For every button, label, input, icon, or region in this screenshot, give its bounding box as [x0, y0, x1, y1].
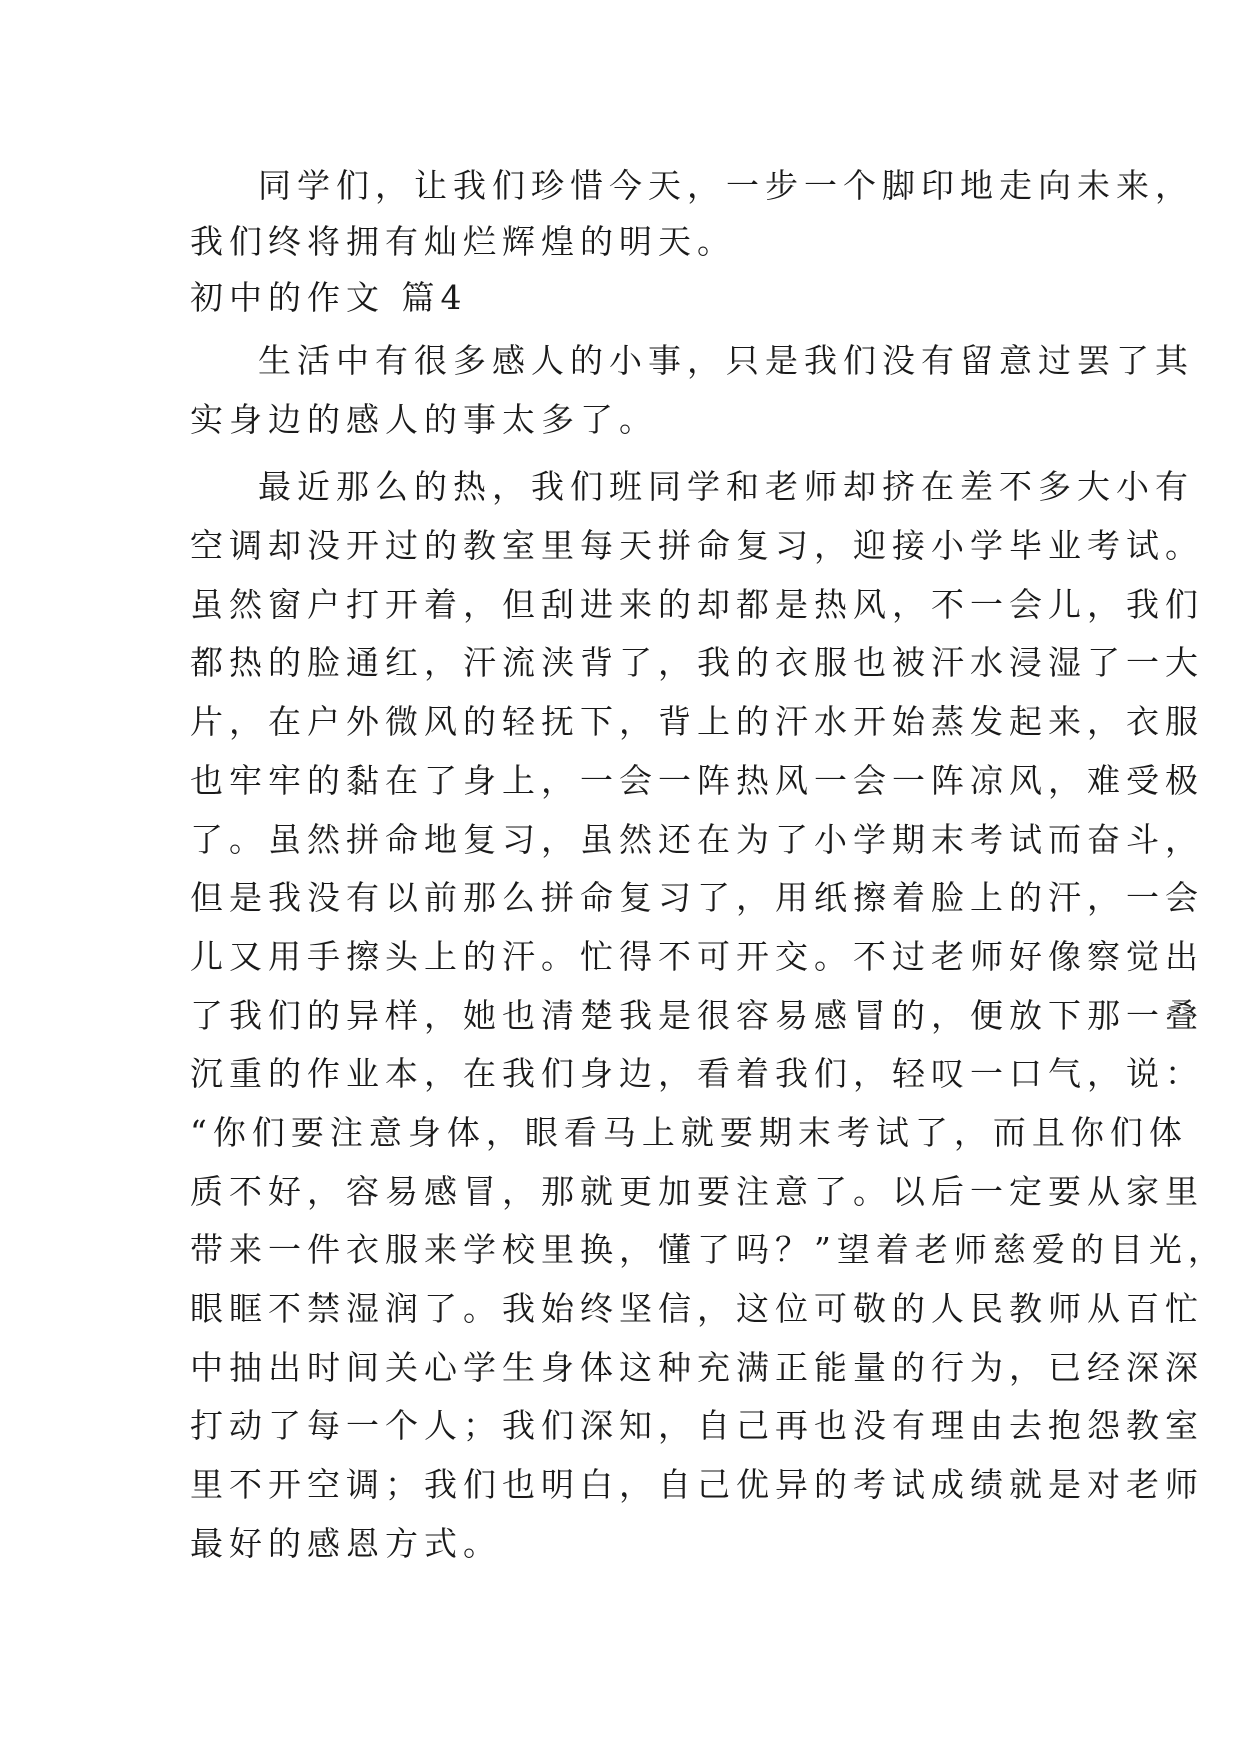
text-line: 最好的感恩方式。 — [190, 1524, 502, 1563]
text-line: 实身边的感人的事太多了。 — [190, 400, 658, 439]
text-line: 同学们，让我们珍惜今天，一步一个脚印地走向未来， — [258, 166, 1194, 205]
text-line: 虽然窗户打开着，但刮进来的却都是热风，不一会儿，我们 — [190, 585, 1204, 624]
text-line: “你们要注意身体，眼看马上就要期末考试了，而且你们体 — [190, 1113, 1188, 1152]
text-line: 都热的脸通红，汗流浃背了，我的衣服也被汗水浸湿了一大 — [190, 643, 1204, 682]
text-line: 里不开空调；我们也明白，自己优异的考试成绩就是对老师 — [190, 1465, 1204, 1504]
text-line: 打动了每一个人；我们深知，自己再也没有理由去抱怨教室 — [190, 1406, 1204, 1445]
text-line: 我们终将拥有灿烂辉煌的明天。 — [190, 222, 736, 261]
text-line: 带来一件衣服来学校里换，懂了吗？”望着老师慈爱的目光， — [190, 1230, 1227, 1269]
text-line: 但是我没有以前那么拼命复习了，用纸擦着脸上的汗，一会 — [190, 878, 1204, 917]
text-line: 片，在户外微风的轻抚下，背上的汗水开始蒸发起来，衣服 — [190, 702, 1204, 741]
text-line: 空调却没开过的教室里每天拼命复习，迎接小学毕业考试。 — [190, 526, 1204, 565]
text-line: 最近那么的热，我们班同学和老师却挤在差不多大小有 — [258, 467, 1194, 506]
text-line: 也牢牢的黏在了身上，一会一阵热风一会一阵凉风，难受极 — [190, 761, 1204, 800]
text-line: 生活中有很多感人的小事，只是我们没有留意过罢了其 — [258, 341, 1194, 380]
text-line: 眼眶不禁湿润了。我始终坚信，这位可敬的人民教师从百忙 — [190, 1289, 1204, 1328]
section-heading: 初中的作文 篇4 — [190, 278, 468, 317]
text-line: 中抽出时间关心学生身体这种充满正能量的行为，已经深深 — [190, 1348, 1204, 1387]
text-line: 了我们的异样，她也清楚我是很容易感冒的，便放下那一叠 — [190, 996, 1204, 1035]
text-line: 质不好，容易感冒，那就更加要注意了。以后一定要从家里 — [190, 1172, 1204, 1211]
text-line: 儿又用手擦头上的汗。忙得不可开交。不过老师好像察觉出 — [190, 937, 1204, 976]
text-line: 沉重的作业本，在我们身边，看着我们，轻叹一口气，说： — [190, 1054, 1204, 1093]
text-line: 了。虽然拼命地复习，虽然还在为了小学期末考试而奋斗， — [190, 820, 1204, 859]
